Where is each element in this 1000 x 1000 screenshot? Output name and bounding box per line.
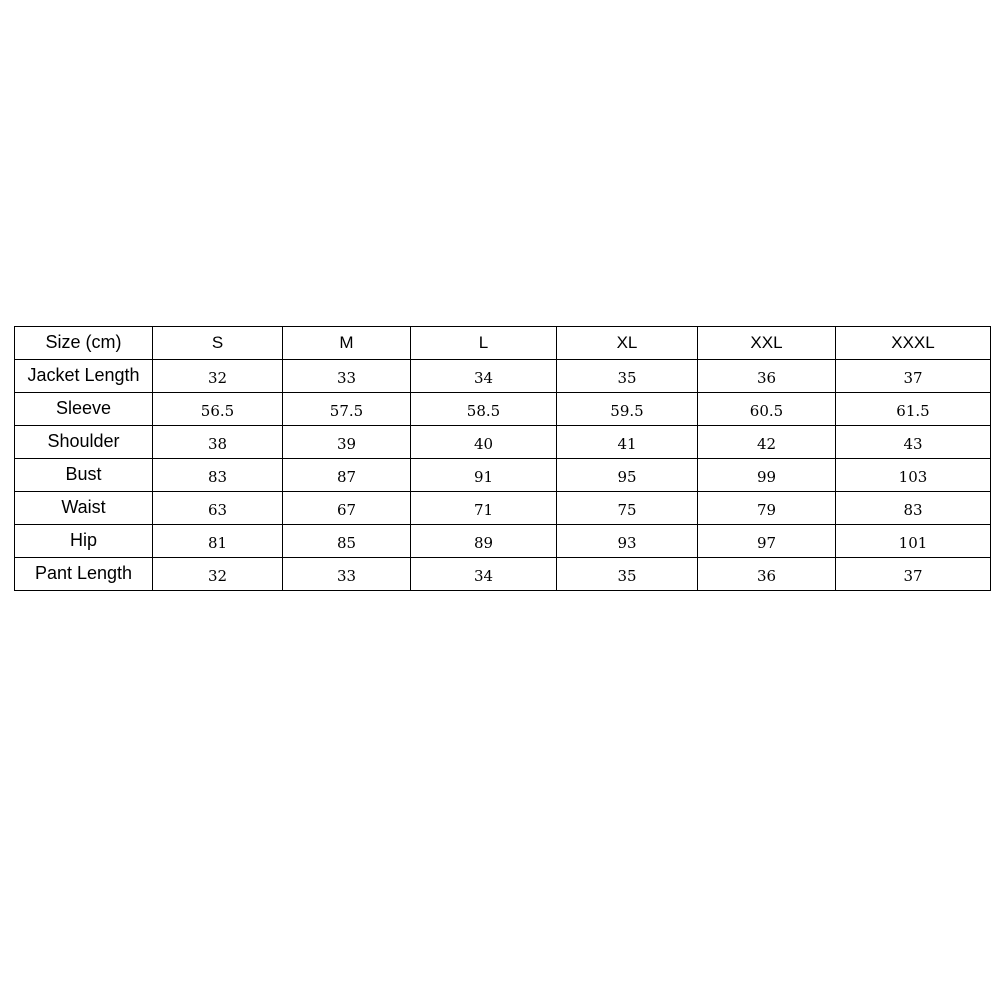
table-cell: 95: [557, 459, 698, 492]
table-row: [15, 492, 991, 525]
table-row: [15, 426, 991, 459]
table-row: [15, 459, 991, 492]
header-row: [15, 327, 991, 360]
table-cell: 83: [836, 492, 991, 525]
table-cell: 35: [557, 558, 698, 591]
size-header: L: [411, 327, 557, 360]
table-cell: 34: [411, 558, 557, 591]
table-cell: 34: [411, 360, 557, 393]
table-cell: 40: [411, 426, 557, 459]
size-header: XXXL: [836, 327, 991, 360]
table-cell: 43: [836, 426, 991, 459]
row-label: Pant Length: [15, 558, 153, 591]
table-row: [15, 558, 991, 591]
table-row: [15, 360, 991, 393]
table-cell: 99: [698, 459, 836, 492]
table-cell: 37: [836, 360, 991, 393]
size-header: XXL: [698, 327, 836, 360]
table-cell: 60.5: [698, 393, 836, 426]
table-cell: 33: [283, 558, 411, 591]
table-cell: 33: [283, 360, 411, 393]
table-cell: 81: [153, 525, 283, 558]
table-cell: 58.5: [411, 393, 557, 426]
table-cell: 32: [153, 558, 283, 591]
table-row: [15, 393, 991, 426]
table-cell: 41: [557, 426, 698, 459]
table-cell: 37: [836, 558, 991, 591]
table-cell: 103: [836, 459, 991, 492]
table-cell: 79: [698, 492, 836, 525]
table-cell: 42: [698, 426, 836, 459]
table-cell: 38: [153, 426, 283, 459]
table-cell: 85: [283, 525, 411, 558]
table-cell: 91: [411, 459, 557, 492]
row-label: Hip: [15, 525, 153, 558]
row-label: Bust: [15, 459, 153, 492]
table-cell: 39: [283, 426, 411, 459]
size-header: S: [153, 327, 283, 360]
table-cell: 87: [283, 459, 411, 492]
table-cell: 36: [698, 558, 836, 591]
table-cell: 35: [557, 360, 698, 393]
size-chart-table: [14, 326, 991, 591]
table-cell: 32: [153, 360, 283, 393]
table-cell: 97: [698, 525, 836, 558]
size-header: M: [283, 327, 411, 360]
table-cell: 56.5: [153, 393, 283, 426]
size-header: XL: [557, 327, 698, 360]
table-row: [15, 525, 991, 558]
table-cell: 89: [411, 525, 557, 558]
table-cell: 59.5: [557, 393, 698, 426]
table-cell: 101: [836, 525, 991, 558]
table-cell: 61.5: [836, 393, 991, 426]
table-cell: 36: [698, 360, 836, 393]
table-cell: 83: [153, 459, 283, 492]
table-cell: 57.5: [283, 393, 411, 426]
table-cell: 71: [411, 492, 557, 525]
row-label: Jacket Length: [15, 360, 153, 393]
table-cell: 75: [557, 492, 698, 525]
table-cell: 93: [557, 525, 698, 558]
row-label: Sleeve: [15, 393, 153, 426]
corner-label: Size (cm): [15, 327, 153, 360]
table-cell: 63: [153, 492, 283, 525]
row-label: Shoulder: [15, 426, 153, 459]
row-label: Waist: [15, 492, 153, 525]
table-cell: 67: [283, 492, 411, 525]
